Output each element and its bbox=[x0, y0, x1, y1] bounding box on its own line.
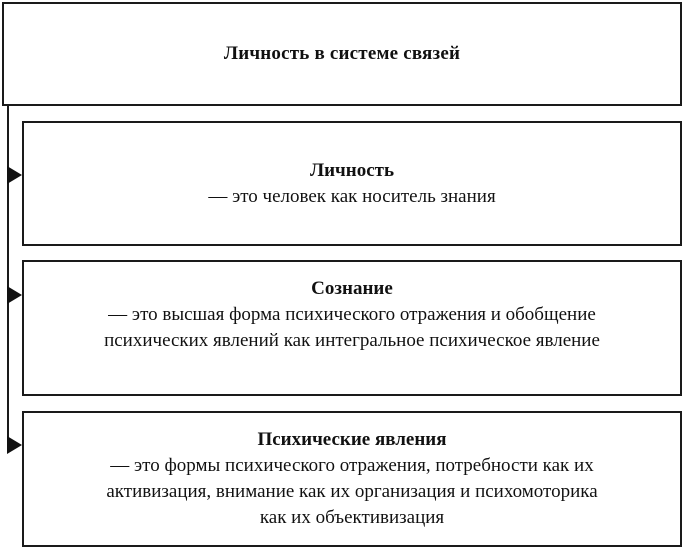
title-box bbox=[2, 2, 682, 106]
arrow-right-icon bbox=[7, 286, 22, 304]
concept-description-line: активизация, внимание как их организация и психомоторика bbox=[106, 481, 598, 502]
concept-heading: Сознание bbox=[311, 278, 393, 299]
concept-description-line: — это высшая форма психического отражения и обобщение bbox=[108, 304, 596, 325]
concept-description-line: как их объективизация bbox=[259, 507, 445, 528]
concept-heading: Психические явления bbox=[257, 429, 447, 450]
concept-description-line: — это человек как носитель знания bbox=[208, 185, 496, 207]
concept-description-line: психических явлений как интегральное психическое явление bbox=[104, 330, 600, 351]
arrow-right-icon bbox=[7, 166, 22, 184]
arrow-right-icon bbox=[7, 436, 22, 454]
connector-line bbox=[7, 106, 9, 452]
concept-heading: Личность bbox=[309, 159, 395, 181]
concept-box-consciousness bbox=[22, 260, 682, 396]
concept-box-mental-phenomena bbox=[22, 411, 682, 547]
concept-description-line: — это формы психического отражения, потребности как их bbox=[110, 455, 594, 476]
concept-box-personality bbox=[22, 121, 682, 246]
diagram-title: Личность в системе связей bbox=[223, 43, 461, 64]
